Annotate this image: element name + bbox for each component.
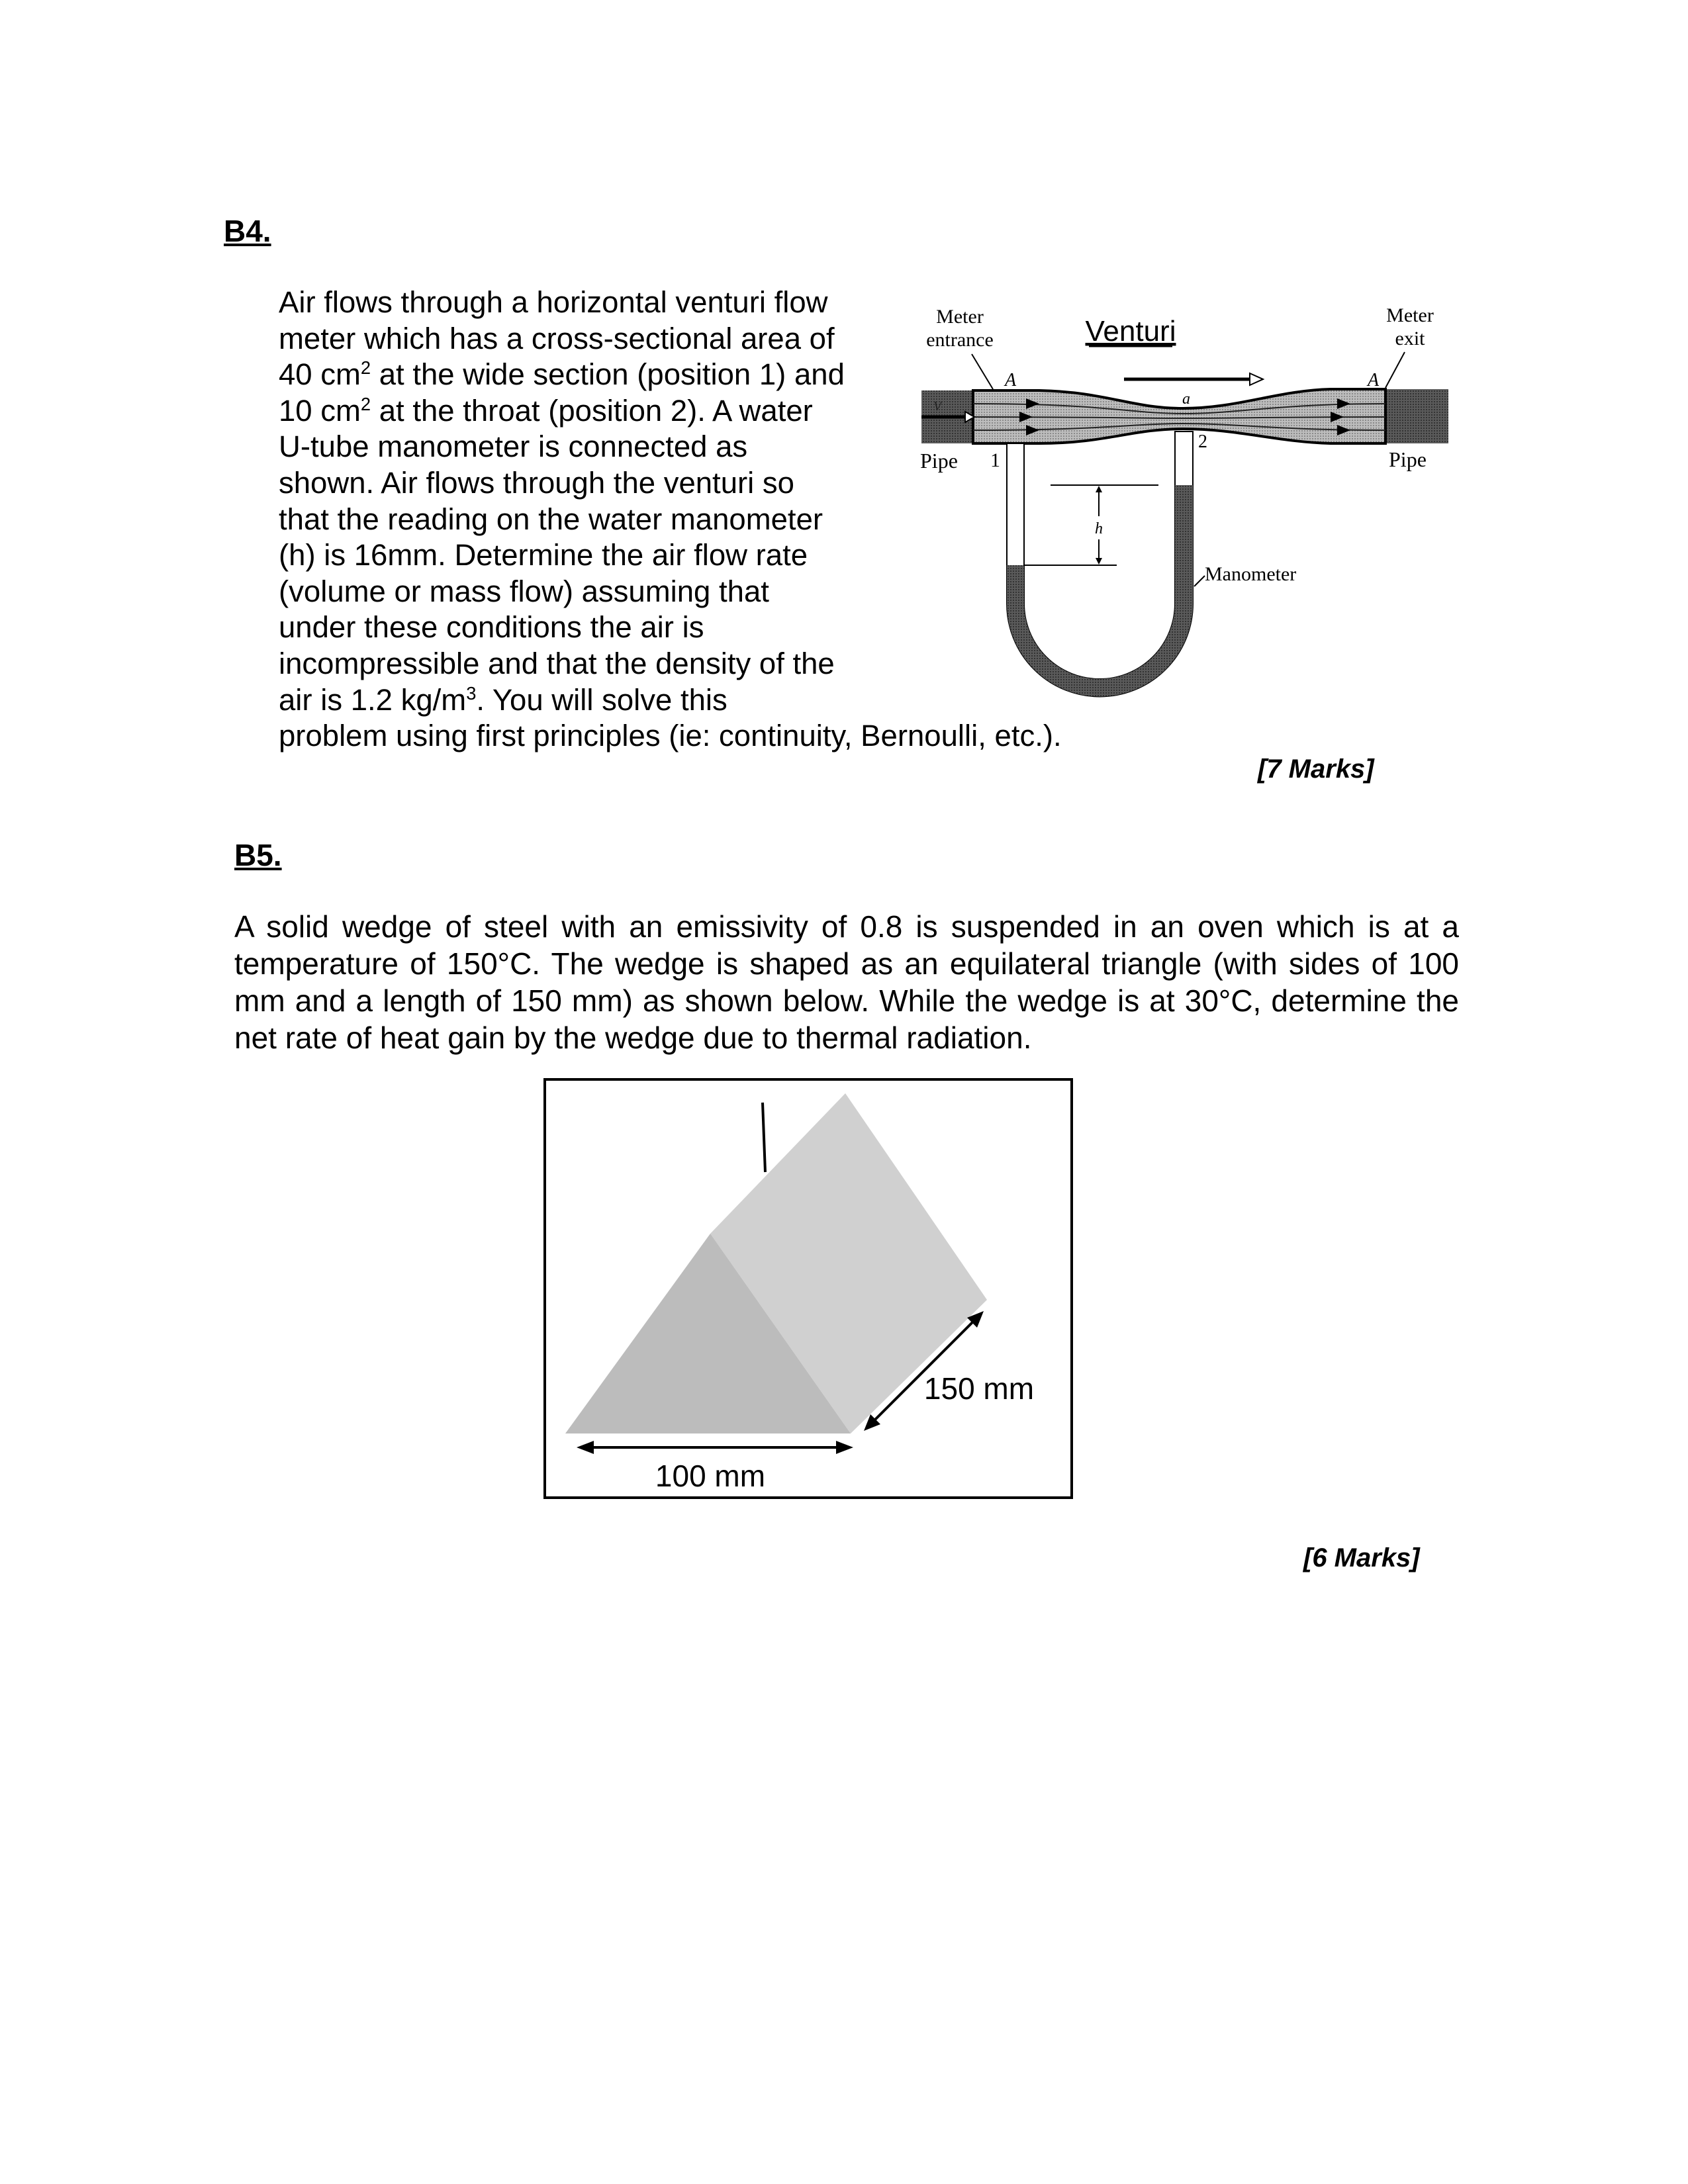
b4-line xyxy=(279,682,941,719)
b4-line: shown. Air flows through the venturi so xyxy=(279,465,794,500)
b4-line: U-tube manometer is connected as xyxy=(279,430,748,464)
b4-line-part: at the throat (position 2). A water xyxy=(371,393,813,428)
length-label: 150 mm xyxy=(923,1371,1035,1406)
manometer-label: Manometer xyxy=(1205,563,1297,585)
velocity-label: V xyxy=(933,399,942,414)
superscript: 2 xyxy=(360,393,371,414)
b4-line-part: . You will solve this xyxy=(476,682,727,717)
meter-exit-label: Meter xyxy=(1386,304,1434,326)
b4-line: (volume or mass flow) assuming that xyxy=(279,574,769,608)
b4-line: that the reading on the water manometer xyxy=(279,502,823,536)
meter-entrance-label: Meter xyxy=(936,306,984,328)
b4-marks: [7 Marks] xyxy=(1258,754,1374,784)
b4-line-part: 10 cm xyxy=(279,393,361,428)
width-label: 100 mm xyxy=(655,1459,766,1493)
meter-entrance-label: entrance xyxy=(926,329,994,351)
manometer-water xyxy=(1007,485,1193,696)
b5-marks: [6 Marks] xyxy=(1303,1543,1420,1572)
outlet-pipe xyxy=(1385,389,1448,443)
position-1-label: 1 xyxy=(990,449,1000,471)
pipe-left-label: Pipe xyxy=(920,449,958,473)
question-b4-heading: B4. xyxy=(224,214,271,248)
b4-line: Air flows through a horizontal venturi flow xyxy=(279,285,828,319)
wedge-figure xyxy=(543,1078,1073,1499)
b4-line xyxy=(279,393,941,430)
b4-line-part: air is 1.2 kg/m xyxy=(279,682,467,717)
b4-line: (h) is 16mm. Determine the air flow rate xyxy=(279,538,808,572)
height-label: h xyxy=(1095,520,1103,537)
arrowhead-icon xyxy=(1250,373,1263,385)
superscript: 2 xyxy=(360,357,371,379)
b4-line: problem using first principles (ie: continuity, Bernoulli, etc.). xyxy=(279,719,1062,753)
b4-line-part: 40 cm xyxy=(279,357,361,392)
position-2-label: 2 xyxy=(1198,432,1207,452)
b4-line: incompressible and that the density of the xyxy=(279,646,835,680)
b4-line: under these conditions the air is xyxy=(279,610,704,645)
b4-line xyxy=(279,357,941,393)
question-b5-text: A solid wedge of steel with an emissivity of 0.8 is suspended in an oven which is at a temperature of 150°C. The wedge is shaped as an equilateral triangle (with sides of 100 mm and a length of 150 mm) as shown below. While the wedge is at 30°C, determine the net rate of heat gain by the wedge due to thermal radiation. xyxy=(234,909,1459,1055)
meter-exit-label: exit xyxy=(1395,328,1425,349)
pipe-right-label: Pipe xyxy=(1389,447,1427,471)
throat-label: a xyxy=(1182,390,1190,408)
b4-line-part: at the wide section (position 1) and xyxy=(371,357,845,392)
superscript: 3 xyxy=(466,682,477,704)
b4-line: meter which has a cross-sectional area of xyxy=(279,321,835,355)
question-b5-heading: B5. xyxy=(234,838,282,872)
area-label-right: A xyxy=(1368,370,1380,390)
venturi-title: Venturi xyxy=(1085,315,1176,347)
venturi-diagram xyxy=(907,285,1470,715)
area-label-left: A xyxy=(1005,370,1017,390)
